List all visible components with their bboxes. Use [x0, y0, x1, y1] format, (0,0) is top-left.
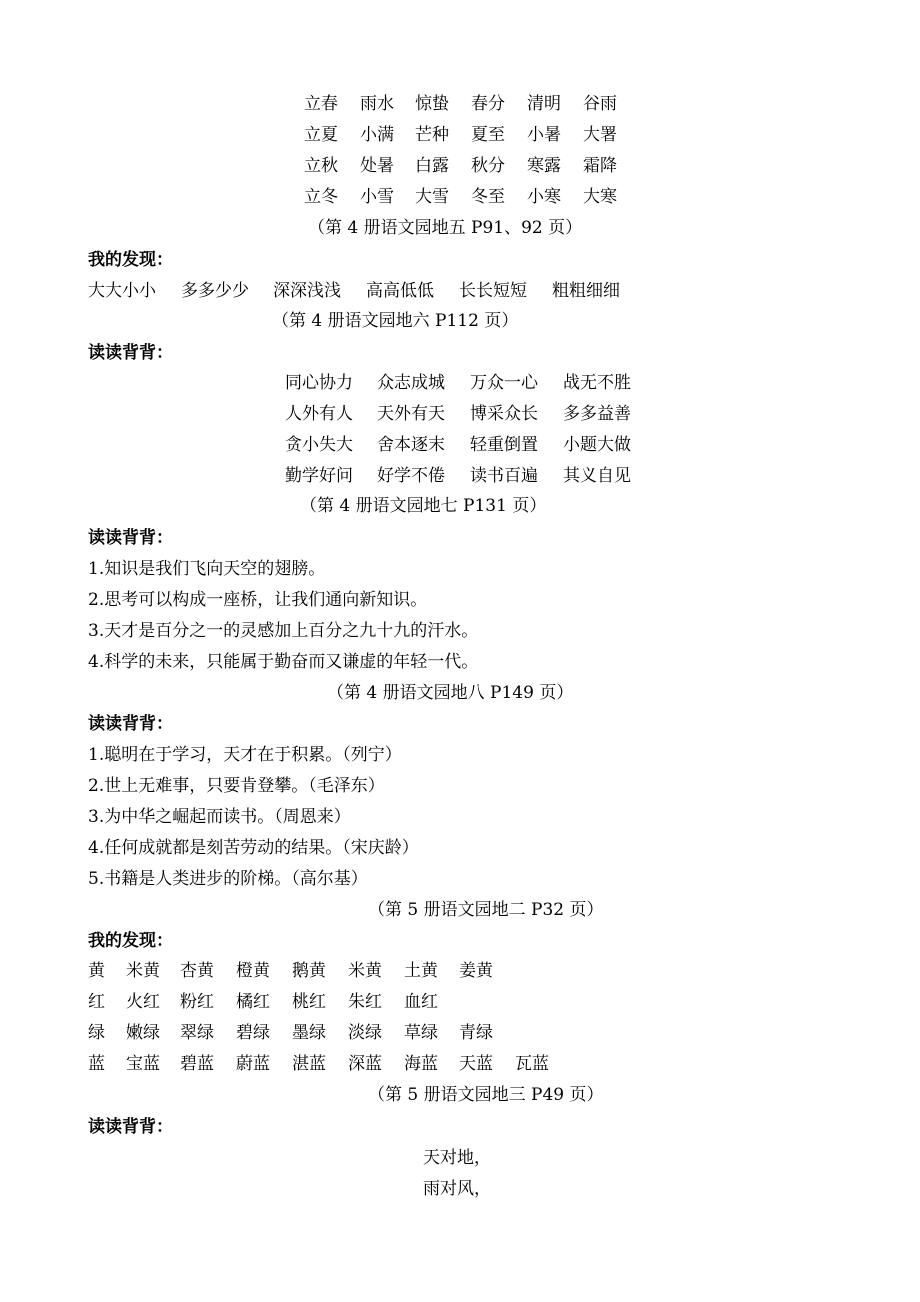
idiom-cell: 同心协力	[285, 373, 353, 393]
solar-term-cell: 小暑	[527, 125, 561, 145]
solar-term-cell: 大署	[583, 125, 617, 145]
color-word-cell: 青绿	[459, 1023, 493, 1043]
color-word-cell: 天蓝	[459, 1054, 493, 1074]
idiom-cell: 天外有天	[377, 404, 445, 424]
color-word-cell: 草绿	[404, 1023, 438, 1043]
solar-term-cell: 立冬	[304, 187, 338, 207]
idiom-cell: 好学不倦	[377, 466, 445, 486]
color-word-cell: 杏黄	[180, 961, 214, 981]
idiom-cell: 舍本逐末	[377, 435, 445, 455]
idiom-cell: 其义自见	[563, 466, 631, 486]
idiom-cell: 贪小失大	[285, 435, 353, 455]
idiom-cell: 轻重倒置	[470, 435, 538, 455]
couplet-line: 雨对风，	[423, 1179, 491, 1199]
color-word-cell: 橙黄	[236, 961, 270, 981]
color-word-cell: 蓝	[88, 1054, 105, 1074]
color-word-cell: 姜黄	[459, 961, 493, 981]
solar-term-cell: 大寒	[583, 187, 617, 207]
reference-idioms: （第 4 册语文园地七 P131 页）	[300, 496, 547, 516]
solar-term-cell: 惊蛰	[415, 94, 449, 114]
color-word-cell: 淡绿	[348, 1023, 382, 1043]
reduplicated-word: 粗粗细细	[552, 281, 620, 301]
reference-sayings-2: （第 5 册语文园地二 P32 页）	[368, 900, 604, 920]
color-word-cell: 嫩绿	[126, 1023, 160, 1043]
color-word-cell: 瓦蓝	[515, 1054, 549, 1074]
idiom-cell: 战无不胜	[563, 373, 631, 393]
saying-item: 4.科学的未来，只能属于勤奋而又谦虚的年轻一代。	[88, 652, 479, 672]
reduplicated-word: 深深浅浅	[273, 281, 341, 301]
solar-term-cell: 秋分	[471, 156, 505, 176]
couplet-line: 天对地，	[423, 1148, 491, 1168]
section-heading-couplets: 读读背背：	[88, 1117, 173, 1137]
color-word-cell: 深蓝	[348, 1054, 382, 1074]
quote-item: 3.为中华之崛起而读书。（周恩来）	[88, 807, 351, 827]
reduplicated-word: 多多少少	[181, 281, 249, 301]
saying-item: 2.思考可以构成一座桥，让我们通向新知识。	[88, 590, 428, 610]
solar-term-cell: 夏至	[471, 125, 505, 145]
solar-term-cell: 白露	[415, 156, 449, 176]
color-word-cell: 米黄	[348, 961, 382, 981]
solar-term-cell: 小满	[360, 125, 394, 145]
idiom-cell: 勤学好问	[285, 466, 353, 486]
color-word-cell: 橘红	[236, 992, 270, 1012]
solar-term-cell: 谷雨	[583, 94, 617, 114]
idiom-cell: 小题大做	[563, 435, 631, 455]
saying-item: 1.知识是我们飞向天空的翅膀。	[88, 559, 326, 579]
color-word-cell: 米黄	[126, 961, 160, 981]
color-word-cell: 朱红	[348, 992, 382, 1012]
idiom-cell: 博采众长	[470, 404, 538, 424]
solar-term-cell: 芒种	[415, 125, 449, 145]
reduplicated-word: 长长短短	[459, 281, 527, 301]
solar-term-cell: 处暑	[360, 156, 394, 176]
idiom-cell: 人外有人	[285, 404, 353, 424]
saying-item: 3.天才是百分之一的灵感加上百分之九十九的汗水。	[88, 621, 479, 641]
color-word-cell: 墨绿	[292, 1023, 326, 1043]
section-heading-sayings-2: 读读背背：	[88, 714, 173, 734]
section-heading-discovery-1: 我的发现：	[88, 250, 173, 270]
reference-terms: （第 4 册语文园地五 P91、92 页）	[308, 218, 583, 238]
color-word-cell: 鹅黄	[292, 961, 326, 981]
reference-discovery-1: （第 4 册语文园地六 P112 页）	[272, 311, 519, 331]
quote-item: 1.聪明在于学习，天才在于积累。（列宁）	[88, 745, 402, 765]
solar-term-cell: 小雪	[360, 187, 394, 207]
quote-item: 5.书籍是人类进步的阶梯。（高尔基）	[88, 869, 368, 889]
quote-item: 2.世上无难事，只要肯登攀。（毛泽东）	[88, 776, 385, 796]
solar-term-cell: 大雪	[415, 187, 449, 207]
reference-sayings-1: （第 4 册语文园地八 P149 页）	[327, 683, 574, 703]
reduplicated-word: 大大小小	[88, 281, 156, 301]
color-word-cell: 粉红	[180, 992, 214, 1012]
quote-item: 4.任何成就都是刻苦劳动的结果。（宋庆龄）	[88, 838, 419, 858]
section-heading-sayings-1: 读读背背：	[88, 528, 173, 548]
reduplicated-word: 高高低低	[366, 281, 434, 301]
color-word-cell: 宝蓝	[126, 1054, 160, 1074]
color-word-cell: 碧绿	[236, 1023, 270, 1043]
color-word-cell: 红	[88, 992, 105, 1012]
idiom-cell: 众志成城	[377, 373, 445, 393]
solar-term-cell: 清明	[527, 94, 561, 114]
idiom-cell: 读书百遍	[470, 466, 538, 486]
solar-term-cell: 春分	[471, 94, 505, 114]
solar-term-cell: 霜降	[583, 156, 617, 176]
color-word-cell: 绿	[88, 1023, 105, 1043]
solar-term-cell: 立春	[304, 94, 338, 114]
color-word-cell: 湛蓝	[292, 1054, 326, 1074]
color-word-cell: 蔚蓝	[236, 1054, 270, 1074]
section-heading-idioms: 读读背背：	[88, 343, 173, 363]
idiom-cell: 多多益善	[563, 404, 631, 424]
solar-term-cell: 小寒	[527, 187, 561, 207]
color-word-cell: 海蓝	[404, 1054, 438, 1074]
reference-colors: （第 5 册语文园地三 P49 页）	[368, 1085, 604, 1105]
color-word-cell: 血红	[404, 992, 438, 1012]
solar-term-cell: 寒露	[527, 156, 561, 176]
color-word-cell: 翠绿	[180, 1023, 214, 1043]
color-word-cell: 桃红	[292, 992, 326, 1012]
color-word-cell: 碧蓝	[180, 1054, 214, 1074]
solar-term-cell: 立秋	[304, 156, 338, 176]
color-word-cell: 土黄	[404, 961, 438, 981]
solar-term-cell: 立夏	[304, 125, 338, 145]
section-heading-colors: 我的发现：	[88, 931, 173, 951]
idiom-cell: 万众一心	[470, 373, 538, 393]
solar-term-cell: 雨水	[360, 94, 394, 114]
color-word-cell: 火红	[126, 992, 160, 1012]
color-word-cell: 黄	[88, 961, 105, 981]
solar-term-cell: 冬至	[471, 187, 505, 207]
